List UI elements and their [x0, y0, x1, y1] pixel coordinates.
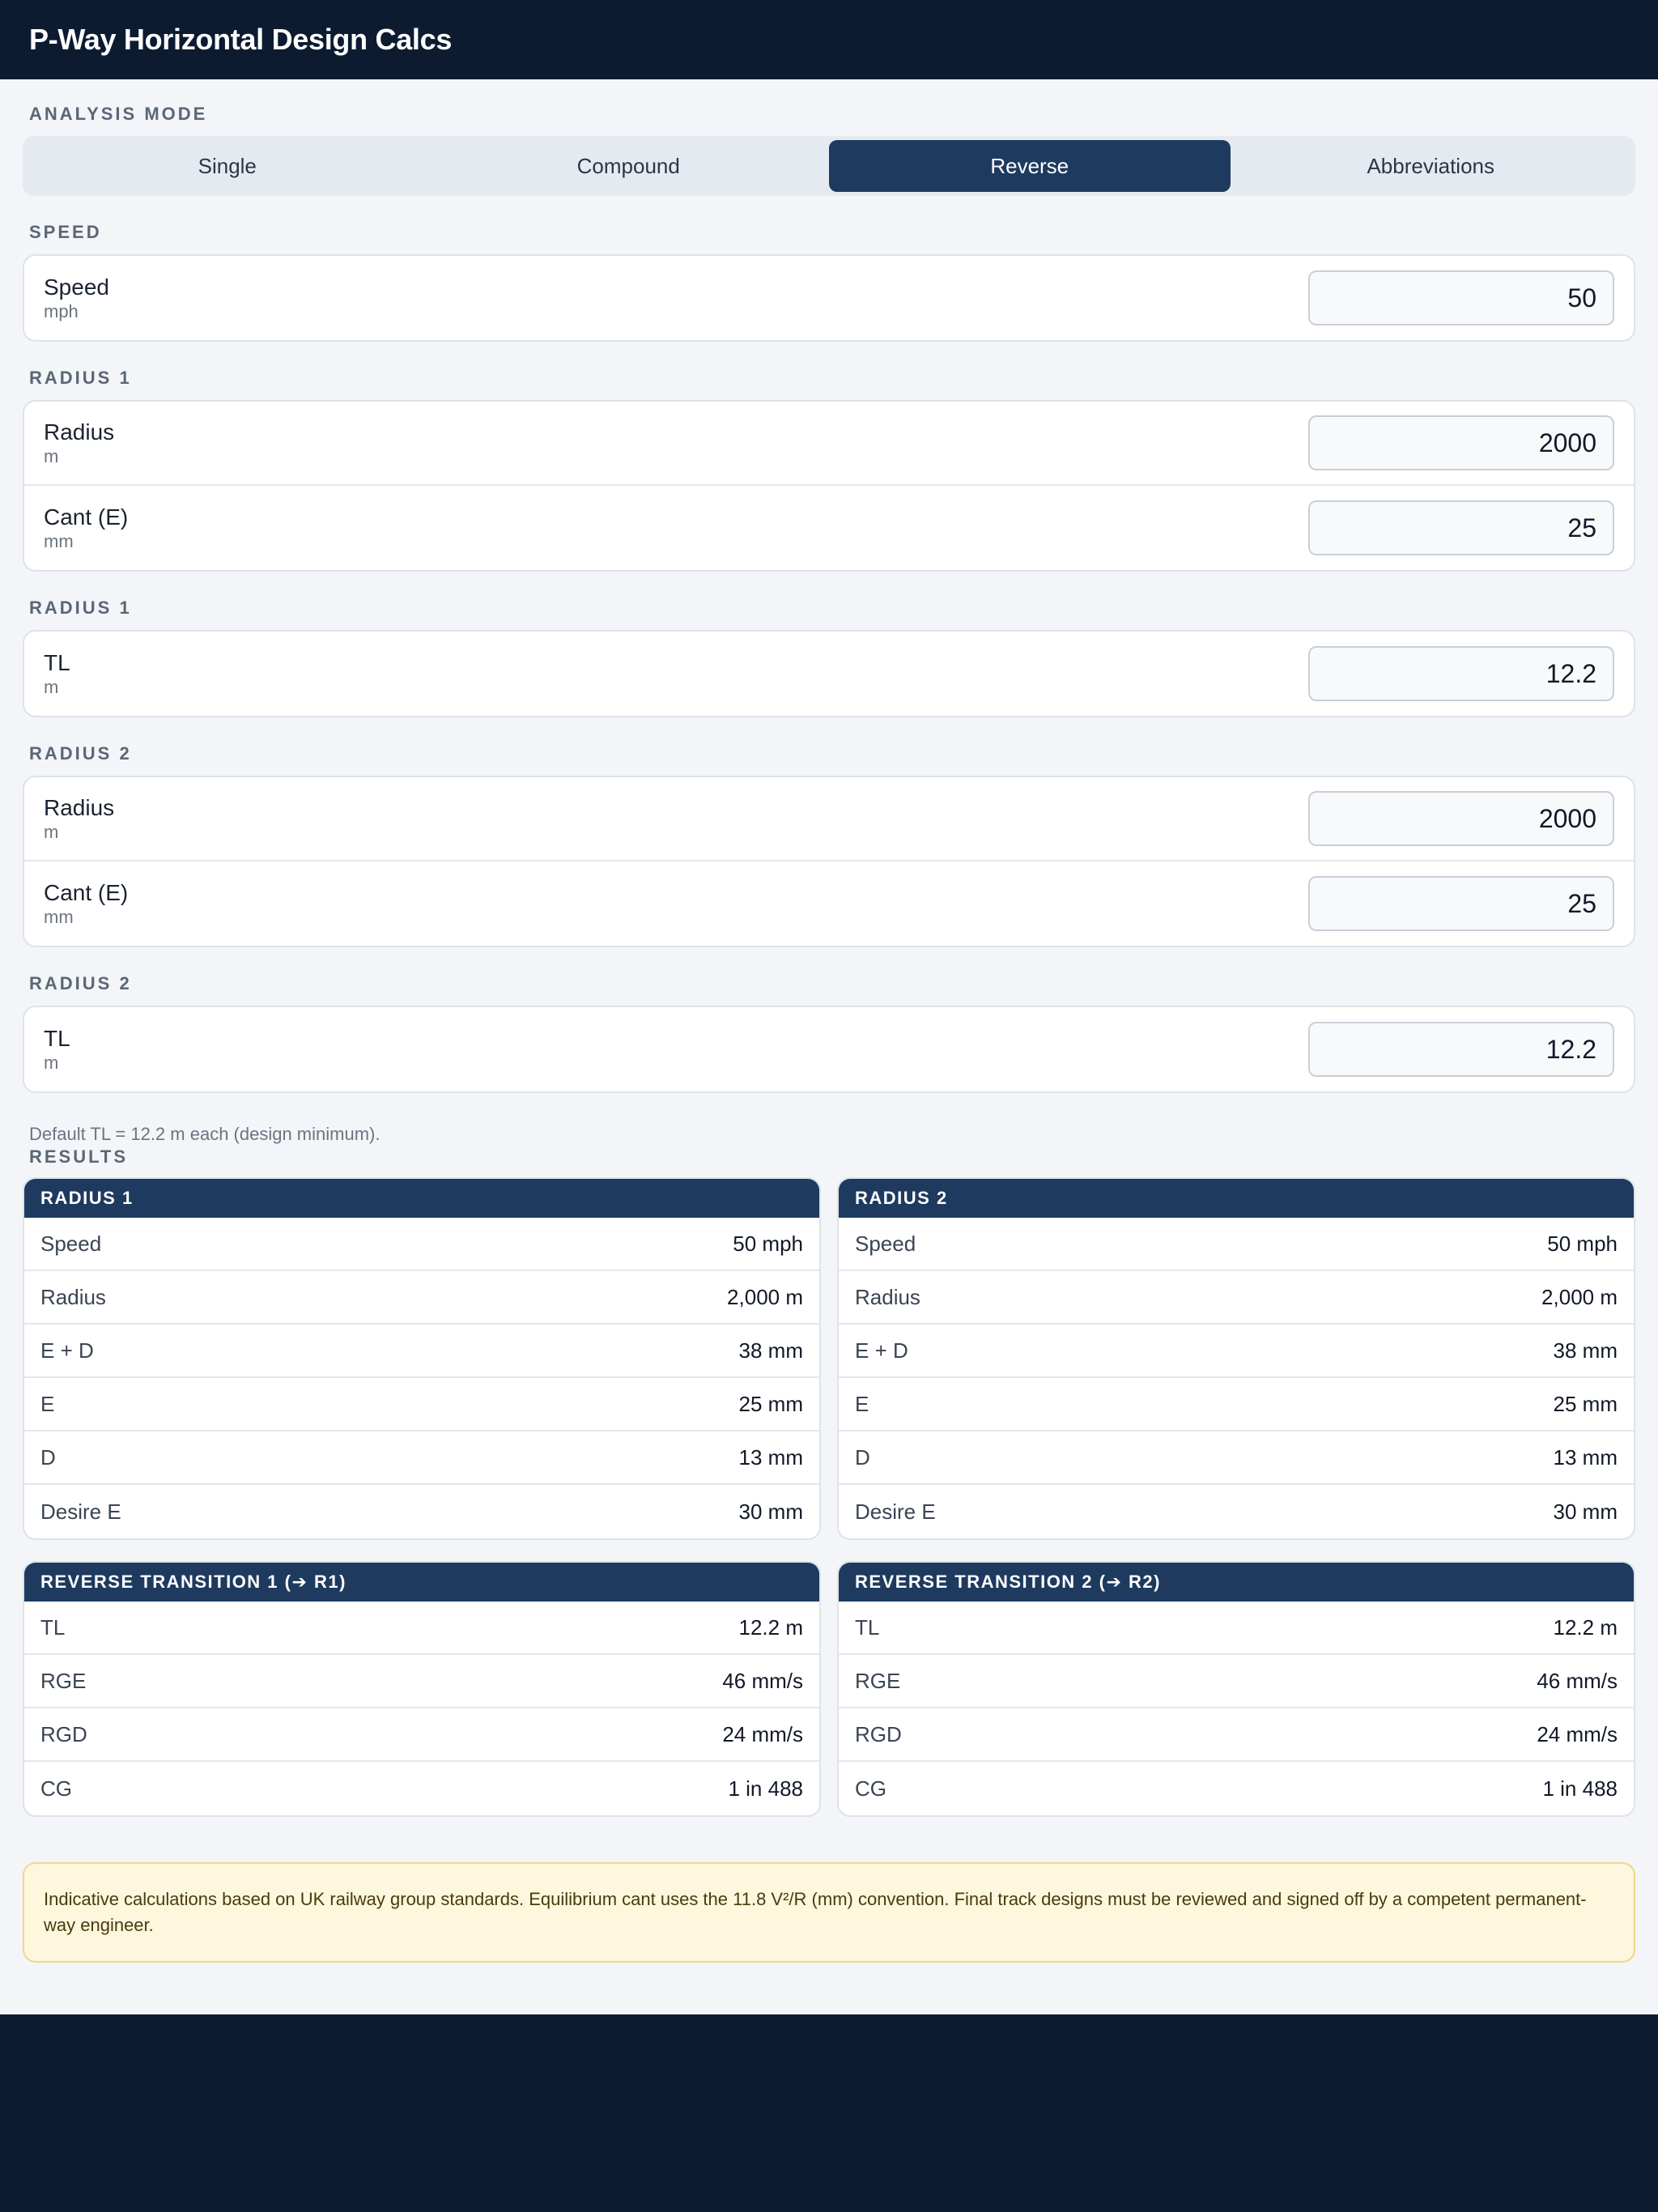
- result-key: Speed: [855, 1231, 916, 1256]
- result-key: RGD: [40, 1721, 87, 1746]
- radius1-radius-input[interactable]: [1308, 415, 1614, 470]
- radius1-radius-name: Radius: [44, 419, 115, 445]
- result-key: Desire E: [40, 1499, 121, 1524]
- result-card-transition2-title: REVERSE TRANSITION 2 (➔ R2): [839, 1563, 1634, 1602]
- result-key: D: [40, 1444, 56, 1470]
- app-header: [0, 0, 1658, 79]
- result-key: TL: [855, 1614, 880, 1640]
- radius2-tl-input[interactable]: [1308, 1022, 1614, 1077]
- radius1-tl-input[interactable]: [1308, 646, 1614, 701]
- radius1-cant-unit: mm: [44, 531, 74, 551]
- result-row: [24, 1271, 819, 1325]
- main-content: [0, 104, 1658, 1963]
- disclaimer-banner: Indicative calculations based on UK railway group standards. Equilibrium cant uses the 11.8 V²/R (mm) convention. Final track designs must be reviewed and signed off by a competent permanent-way engineer.: [23, 1862, 1635, 1963]
- result-row: [839, 1218, 1634, 1271]
- radius2-radius-name: Radius: [44, 795, 115, 820]
- radius1-radius-unit: m: [44, 446, 59, 466]
- result-value: 46 mm/s: [722, 1668, 803, 1693]
- radius2-card: [23, 776, 1635, 947]
- result-value: 2,000 m: [1541, 1284, 1618, 1309]
- result-value: 50 mph: [733, 1231, 803, 1256]
- radius1-tl-section-label: RADIUS 1: [29, 598, 132, 618]
- result-row: [839, 1708, 1634, 1762]
- result-key: E + D: [40, 1338, 94, 1363]
- radius2-cant-name: Cant (E): [44, 880, 129, 905]
- result-key: Speed: [40, 1231, 102, 1256]
- analysis-mode-segmented-control: [23, 136, 1635, 196]
- result-key: CG: [40, 1776, 72, 1801]
- radius1-tl-card: [23, 630, 1635, 717]
- result-key: E + D: [855, 1338, 908, 1363]
- radius2-tl-row: [24, 1007, 1634, 1091]
- tab-compound[interactable]: Compound: [576, 153, 680, 178]
- result-key: E: [855, 1391, 869, 1416]
- result-value: 50 mph: [1547, 1231, 1618, 1256]
- analysis-mode-label: ANALYSIS MODE: [29, 104, 208, 124]
- result-value: 30 mm: [738, 1499, 803, 1524]
- radius2-cant-unit: mm: [44, 907, 74, 927]
- radius1-cant-row: [24, 486, 1634, 570]
- result-key: Radius: [855, 1284, 920, 1309]
- radius2-radius-input[interactable]: [1308, 791, 1614, 846]
- result-row: [24, 1431, 819, 1485]
- result-key: TL: [40, 1614, 66, 1640]
- result-card-transition2: [837, 1561, 1635, 1817]
- results-transition-grid: [23, 1561, 1635, 1817]
- radius1-tl-unit: m: [44, 677, 59, 697]
- result-row: [839, 1485, 1634, 1538]
- result-row: [839, 1431, 1634, 1485]
- result-row: [24, 1655, 819, 1708]
- result-card-radius2-title: RADIUS 2: [839, 1179, 1634, 1218]
- radius2-radius-unit: m: [44, 822, 59, 842]
- radius2-tl-name: TL: [44, 1026, 70, 1051]
- result-value: 38 mm: [1553, 1338, 1618, 1363]
- result-key: Desire E: [855, 1499, 936, 1524]
- speed-name: Speed: [44, 274, 109, 300]
- speed-label-group: [44, 274, 109, 322]
- result-row: [839, 1602, 1634, 1655]
- result-key: CG: [855, 1776, 886, 1801]
- result-value: 1 in 488: [1542, 1776, 1618, 1801]
- radius2-cant-row: [24, 861, 1634, 946]
- radius2-cant-label-group: [44, 879, 128, 928]
- result-key: RGD: [855, 1721, 902, 1746]
- result-key: Radius: [40, 1284, 106, 1309]
- tl-default-note: Default TL = 12.2 m each (design minimum).: [29, 1124, 380, 1144]
- tab-single[interactable]: Single: [198, 153, 257, 178]
- results-section-label: RESULTS: [29, 1146, 129, 1167]
- result-value: 30 mm: [1553, 1499, 1618, 1524]
- result-value: 13 mm: [738, 1444, 803, 1470]
- result-key: E: [40, 1391, 55, 1416]
- result-value: 12.2 m: [738, 1614, 803, 1640]
- radius1-section-label: RADIUS 1: [29, 368, 132, 388]
- result-row: [24, 1218, 819, 1271]
- radius2-tl-unit: m: [44, 1053, 59, 1073]
- result-value: 25 mm: [738, 1391, 803, 1416]
- result-card-transition1-title: REVERSE TRANSITION 1 (➔ R1): [24, 1563, 819, 1602]
- radius2-tl-card: [23, 1006, 1635, 1093]
- result-row: [839, 1271, 1634, 1325]
- radius1-radius-row: [24, 402, 1634, 486]
- result-row: [839, 1655, 1634, 1708]
- result-value: 38 mm: [738, 1338, 803, 1363]
- result-row: [24, 1325, 819, 1378]
- radius2-section-label: RADIUS 2: [29, 743, 132, 764]
- result-card-radius2: [837, 1177, 1635, 1540]
- result-row: [24, 1485, 819, 1538]
- tab-abbreviations[interactable]: Abbreviations: [1367, 153, 1495, 178]
- result-value: 12.2 m: [1553, 1614, 1618, 1640]
- radius2-cant-input[interactable]: [1308, 876, 1614, 931]
- result-row: [839, 1378, 1634, 1431]
- result-key: RGE: [855, 1668, 901, 1693]
- result-key: RGE: [40, 1668, 87, 1693]
- result-card-transition1: [23, 1561, 821, 1817]
- result-row: [839, 1325, 1634, 1378]
- radius1-cant-input[interactable]: [1308, 500, 1614, 555]
- result-value: 46 mm/s: [1537, 1668, 1618, 1693]
- speed-section-label: SPEED: [29, 222, 102, 242]
- radius1-card: [23, 400, 1635, 572]
- results-radius-grid: [23, 1177, 1635, 1540]
- result-key: D: [855, 1444, 870, 1470]
- result-value: 25 mm: [1553, 1391, 1618, 1416]
- result-row: [24, 1762, 819, 1815]
- radius1-cant-name: Cant (E): [44, 504, 129, 530]
- result-value: 24 mm/s: [722, 1721, 803, 1746]
- speed-card: [23, 254, 1635, 342]
- radius2-tl-section-label: RADIUS 2: [29, 973, 132, 993]
- radius2-radius-row: [24, 777, 1634, 861]
- result-value: 24 mm/s: [1537, 1721, 1618, 1746]
- speed-row: [24, 256, 1634, 340]
- result-card-radius1: [23, 1177, 821, 1540]
- radius1-tl-name: TL: [44, 650, 70, 675]
- result-card-radius1-title: RADIUS 1: [24, 1179, 819, 1218]
- radius1-tl-label-group: [44, 649, 70, 698]
- radius1-cant-label-group: [44, 504, 128, 552]
- result-value: 1 in 488: [728, 1776, 803, 1801]
- result-row: [24, 1378, 819, 1431]
- tab-reverse[interactable]: Reverse: [829, 140, 1231, 192]
- footer-bar: [0, 2014, 1658, 2212]
- radius1-radius-label-group: [44, 419, 114, 467]
- result-value: 2,000 m: [727, 1284, 803, 1309]
- speed-input[interactable]: [1308, 270, 1614, 325]
- radius1-tl-row: [24, 632, 1634, 716]
- radius2-tl-label-group: [44, 1025, 70, 1074]
- result-row: [839, 1762, 1634, 1815]
- result-row: [24, 1708, 819, 1762]
- result-row: [24, 1602, 819, 1655]
- speed-unit: mph: [44, 301, 79, 321]
- result-value: 13 mm: [1553, 1444, 1618, 1470]
- app-title: P-Way Horizontal Design Calcs: [29, 23, 453, 56]
- radius2-radius-label-group: [44, 794, 114, 843]
